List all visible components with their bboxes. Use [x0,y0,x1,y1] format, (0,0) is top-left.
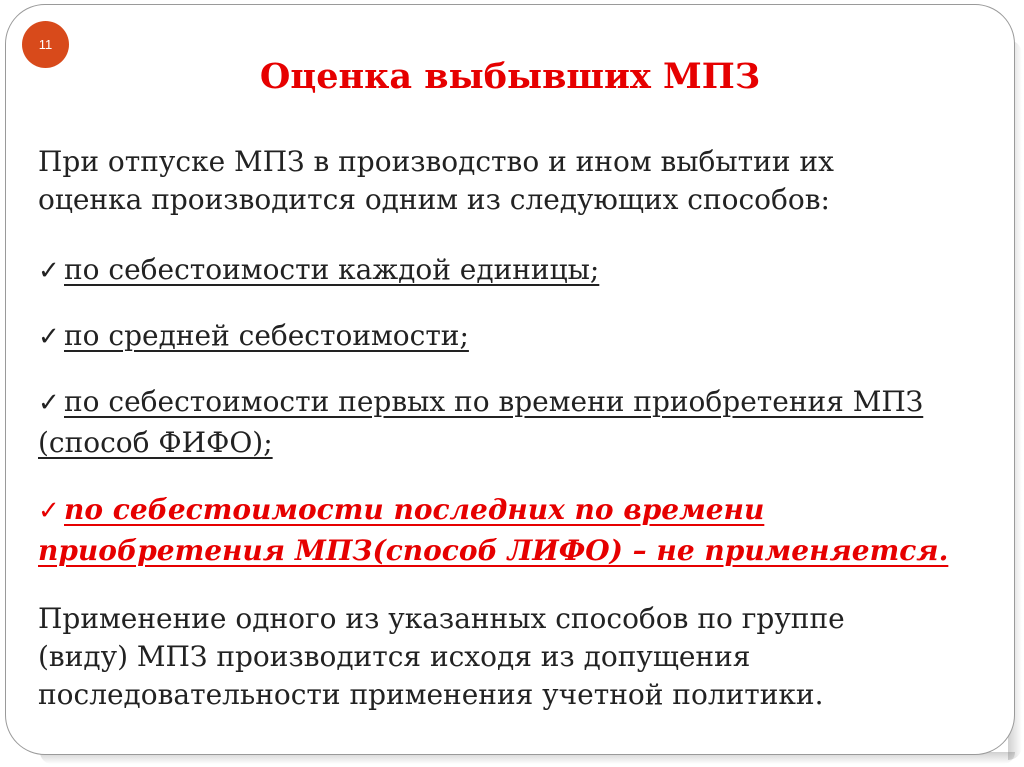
method-item-average-cost [38,316,469,357]
method-text: по себестоимости каждой единицы; [64,253,600,286]
method-item-lifo [38,490,948,571]
checkmark-icon: ✓ [38,388,60,418]
method-text-line-1: по себестоимости последних по времени [64,493,765,526]
conclusion-paragraph [38,600,845,714]
method-text-line-2: приобретения МПЗ(способ ЛИФО) – не применяется. [38,534,949,567]
method-text: по средней себестоимости; [64,319,469,352]
method-text-line-2: (способ ФИФО); [38,426,273,459]
method-item-fifo [38,382,923,463]
intro-line-1: При отпуске МПЗ в производство и ином выбытии их [38,145,834,178]
page-number-badge: 11 [22,21,69,68]
checkmark-icon: ✓ [38,322,60,352]
conclusion-line-3: последовательности применения учетной политики. [38,678,824,711]
method-text-line-1: по себестоимости первых по времени приобретения МПЗ [64,385,924,418]
conclusion-line-1: Применение одного из указанных способов по группе [38,602,845,635]
method-item-specific-cost [38,250,599,291]
checkmark-icon: ✓ [38,256,60,286]
checkmark-icon: ✓ [38,496,60,526]
intro-line-2: оценка производится одним из следующих способов: [38,183,830,216]
conclusion-line-2: (виду) МПЗ производится исходя из допущения [38,640,751,673]
slide-title: Оценка выбывших МПЗ [259,56,761,97]
intro-paragraph [38,143,834,219]
